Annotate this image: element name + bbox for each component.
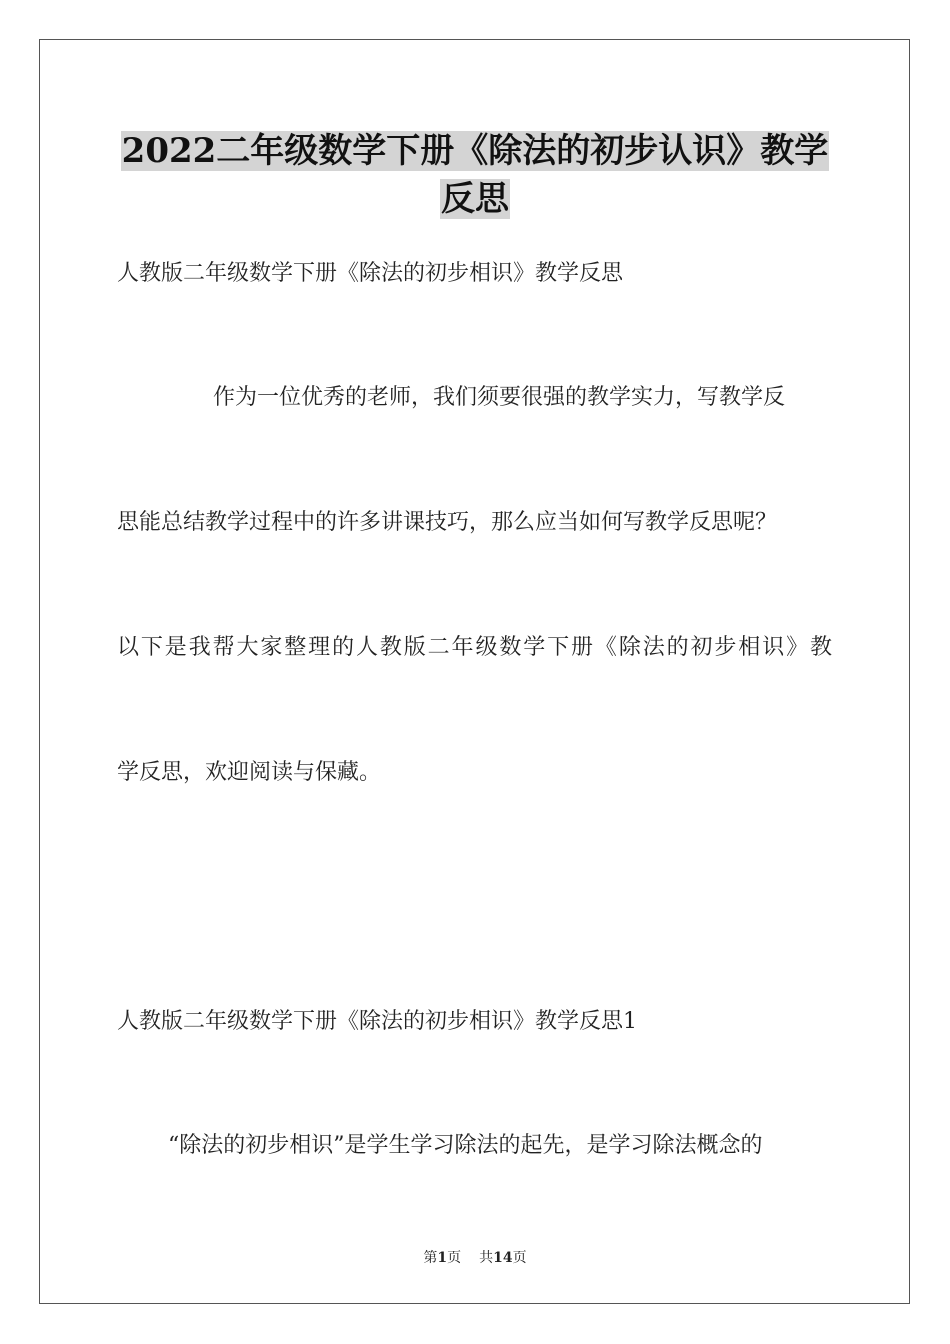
title-highlight-2: 反思 — [441, 179, 509, 219]
footer-page-current: 1 — [437, 1250, 448, 1266]
footer-page-total: 14 — [493, 1250, 513, 1266]
footer-page-prefix: 第 — [423, 1250, 438, 1266]
page-border — [39, 39, 910, 1304]
subtitle-line: 人教版二年级数学下册《除法的初步相识》教学反思 — [117, 261, 624, 286]
page-footer — [0, 1248, 950, 1268]
body-line-2: 思能总结教学过程中的许多讲课技巧，那么应当如何写教学反思呢？ — [117, 510, 778, 535]
body-line-1: 作为一位优秀的老师，我们须要很强的教学实力，写教学反 — [213, 385, 786, 410]
footer-total-prefix: 共 — [479, 1250, 494, 1266]
footer-page-unit: 页 — [447, 1250, 462, 1266]
body-line-4: 学反思，欢迎阅读与保藏。 — [117, 760, 382, 785]
body-line-5: “除法的初步相识”是学生学习除法的起先，是学习除法概念的 — [168, 1133, 763, 1158]
section-heading: 人教版二年级数学下册《除法的初步相识》教学反思1 — [117, 1009, 637, 1034]
document-title-line-2 — [80, 175, 870, 223]
body-line-3: 以下是我帮大家整理的人教版二年级数学下册《除法的初步相识》教 — [117, 635, 832, 660]
footer-total-unit: 页 — [512, 1250, 527, 1266]
title-highlight-1: 2022二年级数学下册《除法的初步认识》教学 — [121, 131, 829, 171]
document-title-line-1 — [80, 127, 870, 175]
